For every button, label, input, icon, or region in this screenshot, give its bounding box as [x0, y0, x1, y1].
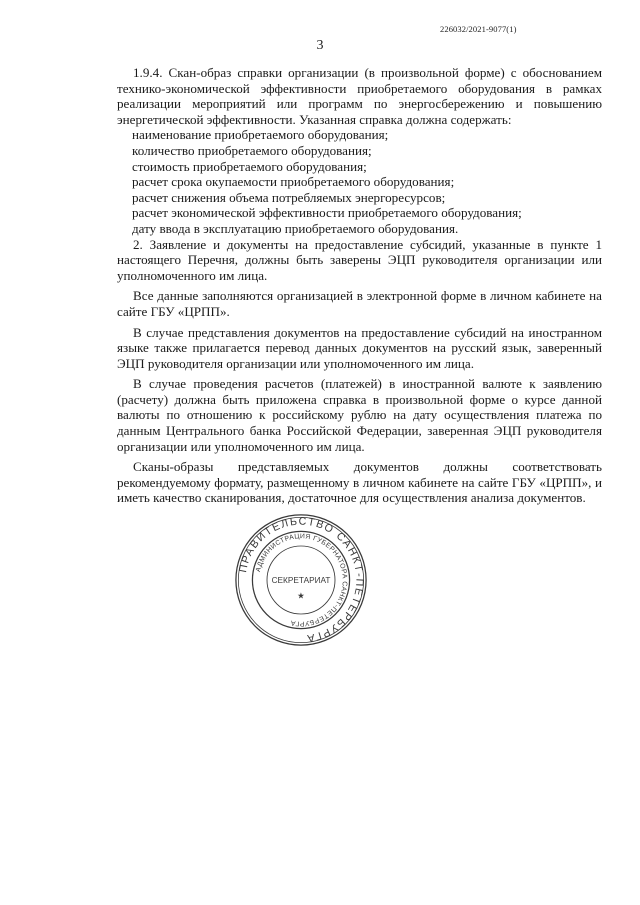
seal-outer-path: ПРАВИТЕЛЬСТВО САНКТ-ПЕТЕРБУРГА [237, 515, 366, 645]
list-item: расчет экономической эффективности приобретаемого оборудования; [132, 205, 522, 221]
paragraph-1-9-4: 1.9.4. Скан-образ справки организации (в произвольной форме) с обоснованием технико-экономической эффективности приобретаемого оборудования в рамках реализации мероприятий или программ по энергосбережению и повышению энергетической эффективности. Указанная справка должна содержать: [117, 65, 602, 127]
official-seal [233, 512, 369, 648]
paragraph-3: Все данные заполняются организацией в электронной форме в личном кабинете на сайте ГБУ «ЦРПП». [117, 288, 602, 319]
list-item: количество приобретаемого оборудования; [132, 142, 372, 158]
requirements-list [117, 127, 602, 236]
seal-inner-path: АДМИНИСТРАЦИЯ ГУБЕРНАТОРА САНКТ-ПЕТЕРБУРГА [255, 533, 348, 627]
paragraph-4: В случае представления документов на предоставление субсидий на иностранном языке также прилагается перевод данных документов на русский язык, заверенный ЭЦП руководителя организации или уполномоченного им лица. [117, 324, 602, 371]
list-item: дату ввода в эксплуатацию приобретаемого оборудования. [132, 220, 459, 236]
document-body [117, 65, 602, 506]
seal-star-icon: ★ [297, 590, 305, 601]
seal-center-text: СЕКРЕТАРИАТ [271, 575, 331, 585]
page-number: 3 [316, 38, 324, 53]
list-item: расчет срока окупаемости приобретаемого оборудования; [132, 174, 455, 190]
document-id: 226032/2021-9077(1) [440, 24, 517, 34]
paragraph-5: В случае проведения расчетов (платежей) в иностранной валюте к заявлению (расчету) должна быть приложена справка в произвольной форме о курсе данной валюты по отношению к российскому рублю на дату осуществления платежа по данным Центрального банка Российской Федерации, заверенная ЭЦП руководителя организации или уполномоченного им лица. [117, 376, 602, 454]
paragraph-2: 2. Заявление и документы на предоставление субсидий, указанные в пункте 1 настоящего Перечня, должны быть заверены ЭЦП руководителя организации или уполномоченного им лица. [117, 236, 602, 283]
list-item: стоимость приобретаемого оборудования; [132, 158, 367, 174]
list-item: наименование приобретаемого оборудования; [132, 127, 389, 143]
list-item: расчет снижения объема потребляемых энергоресурсов; [132, 189, 446, 205]
paragraph-6: Сканы-образы представляемых документов должны соответствовать рекомендуемому формату, размещенному в личном кабинете на сайте ГБУ «ЦРПП», и иметь качество сканирования, достаточное для осуществления анализа документов. [117, 459, 602, 506]
